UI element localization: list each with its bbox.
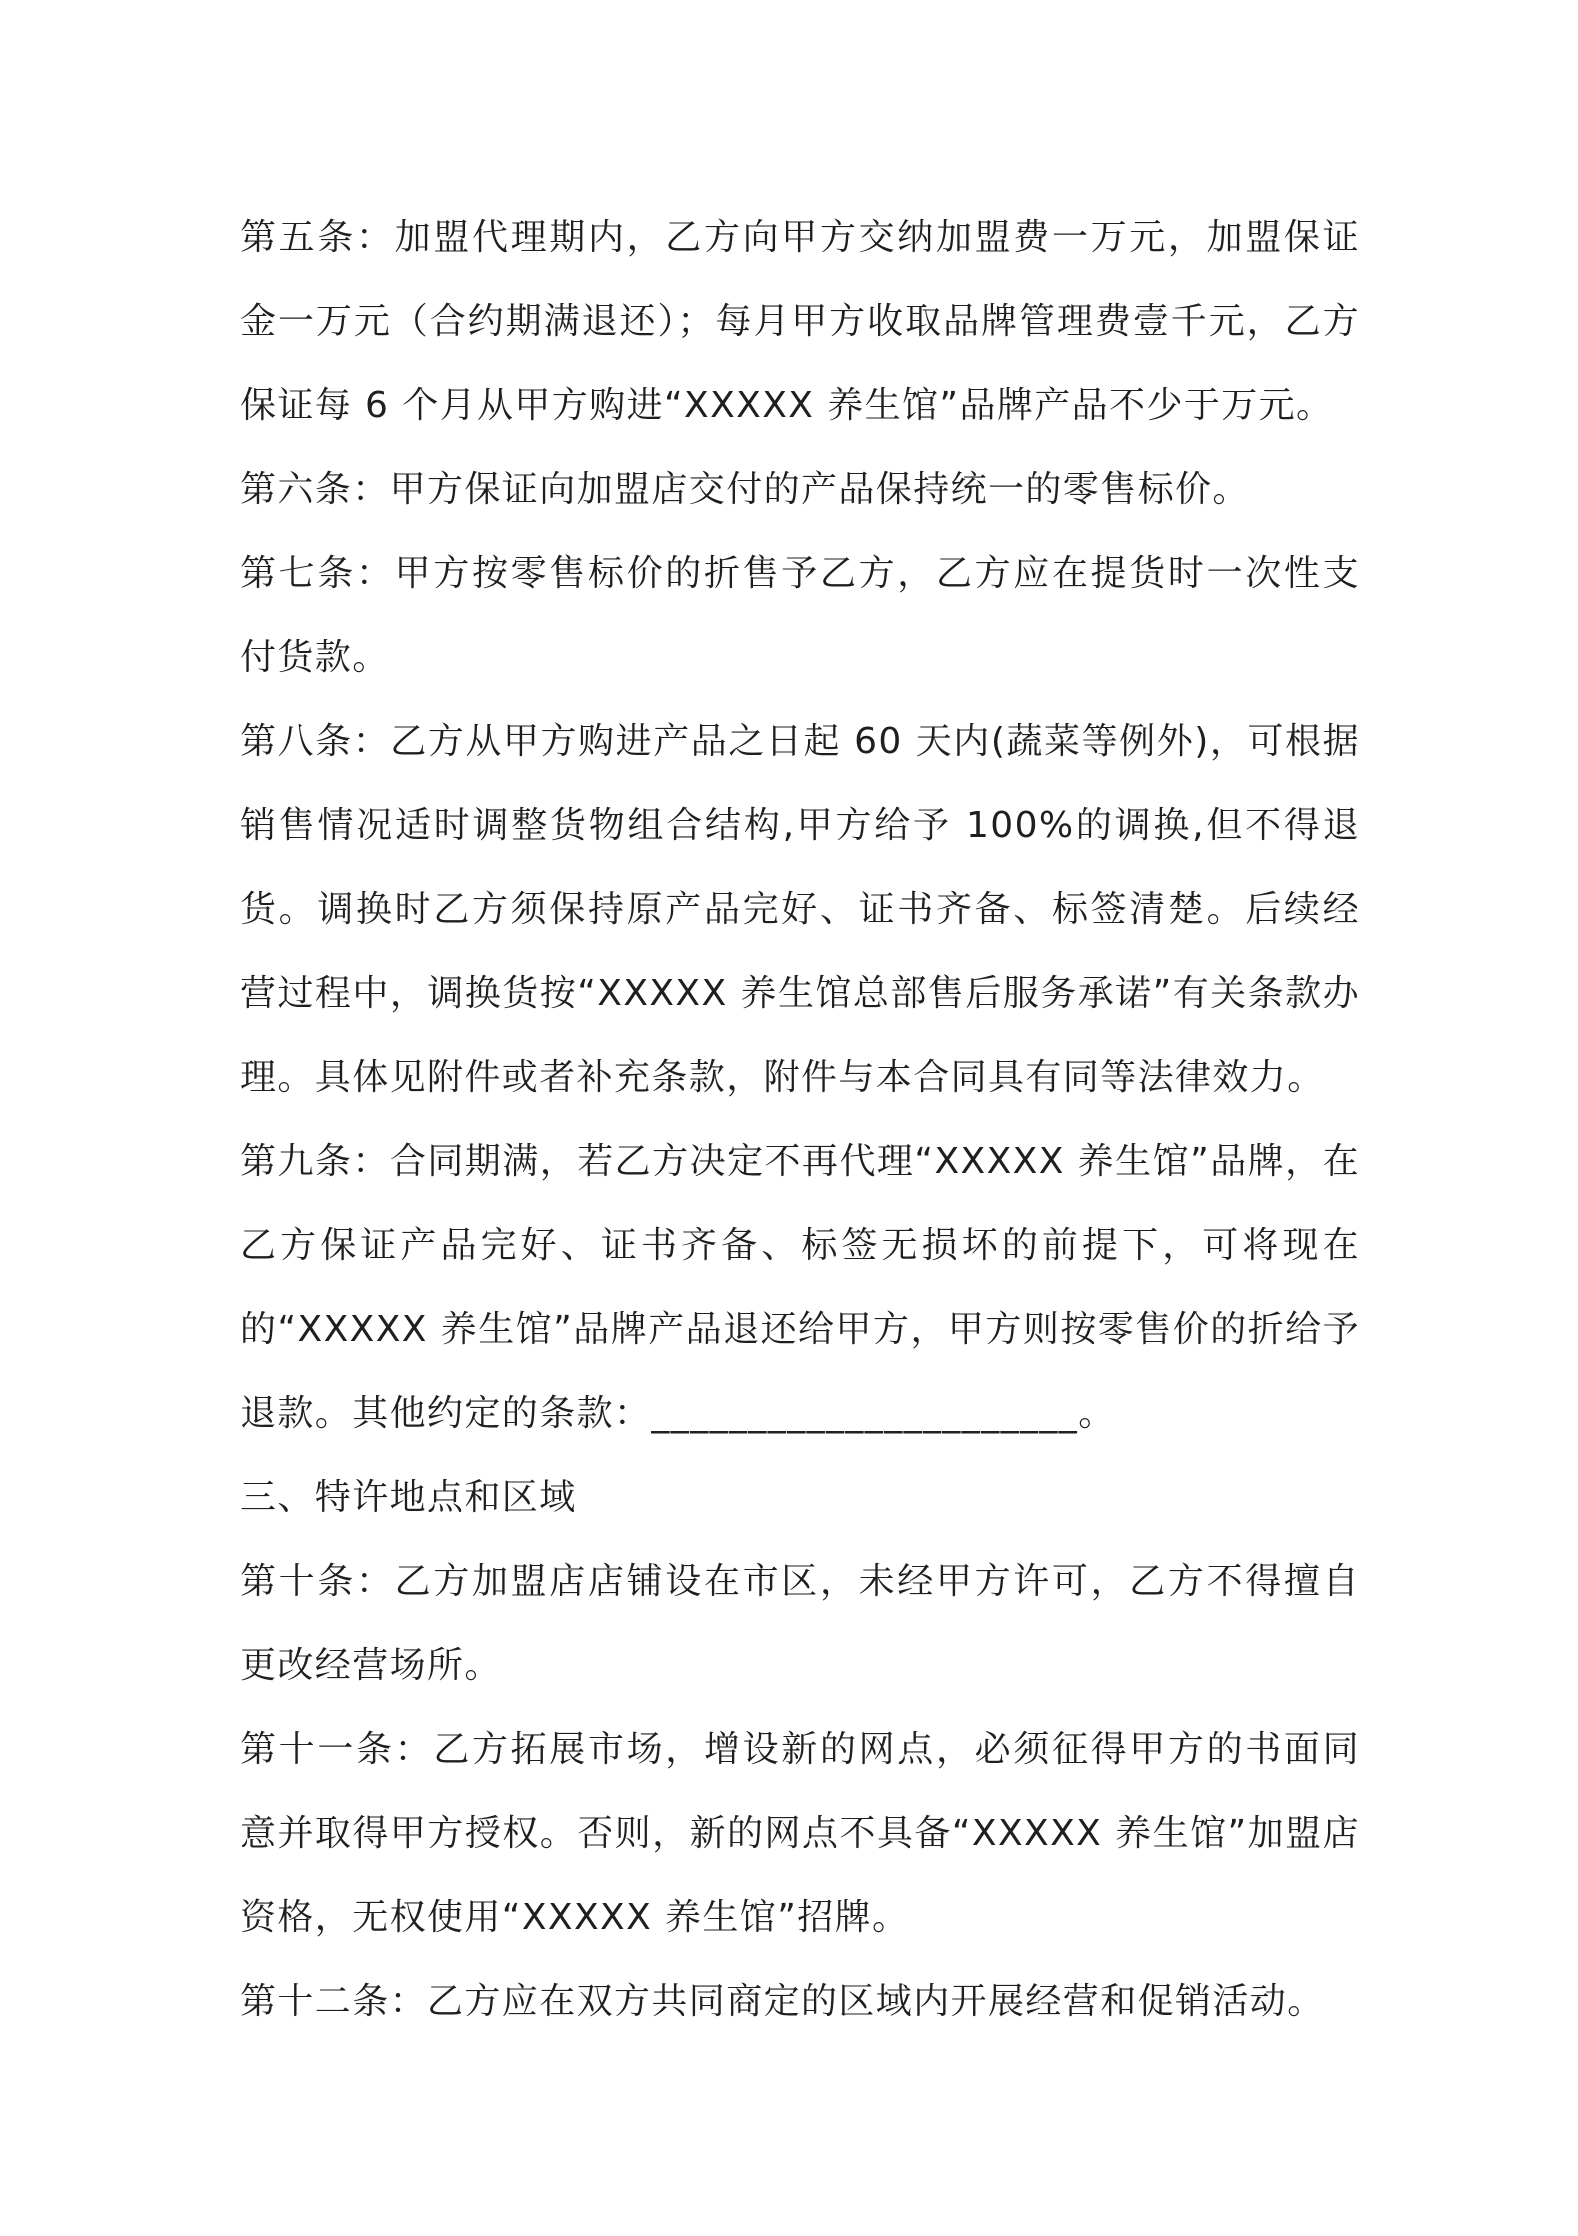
article-11: 第十一条：乙方拓展市场，增设新的网点，必须征得甲方的书面同意并取得甲方授权。否则，新的网点不具备“XXXXX 养生馆”加盟店资格，无权使用“XXXXX 养生馆”招牌。 — [240, 1729, 1360, 1938]
article-7: 第七条：甲方按零售标价的折售予乙方，乙方应在提货时一次性支付货款。 — [240, 553, 1360, 678]
article-10: 第十条：乙方加盟店店铺设在市区，未经甲方许可，乙方不得擅自更改经营场所。 — [240, 1561, 1360, 1686]
section-heading-3: 三、特许地点和区域 — [240, 1477, 577, 1518]
article-8: 第八条：乙方从甲方购进产品之日起 60 天内(蔬菜等例外)，可根据销售情况适时调整货物组合结构,甲方给予 100%的调换,但不得退货。调换时乙方须保持原产品完好、证书齐备、标签清楚。后续经营过程中，调换货按“XXXXX 养生馆总部售后服务承诺”有关条款办理。具体见附件或者补充条款，附件与本合同具有同等法律效力。 — [240, 721, 1360, 1098]
contract-body — [240, 196, 1360, 2044]
article-12: 第十二条：乙方应在双方共同商定的区域内开展经营和促销活动。 — [240, 1981, 1325, 2022]
article-5: 第五条：加盟代理期内，乙方向甲方交纳加盟费一万元，加盟保证金一万元（合约期满退还）；每月甲方收取品牌管理费壹千元，乙方保证每 6 个月从甲方购进“XXXXX 养生馆”品牌产品不少于万元。 — [240, 217, 1360, 426]
article-9: 第九条：合同期满，若乙方决定不再代理“XXXXX 养生馆”品牌，在乙方保证产品完好、证书齐备、标签无损坏的前提下，可将现在的“XXXXX 养生馆”品牌产品退还给甲方，甲方则按零售价的折给予退款。其他约定的条款：______________________。 — [240, 1141, 1360, 1434]
article-6: 第六条：甲方保证向加盟店交付的产品保持统一的零售标价。 — [240, 469, 1250, 510]
